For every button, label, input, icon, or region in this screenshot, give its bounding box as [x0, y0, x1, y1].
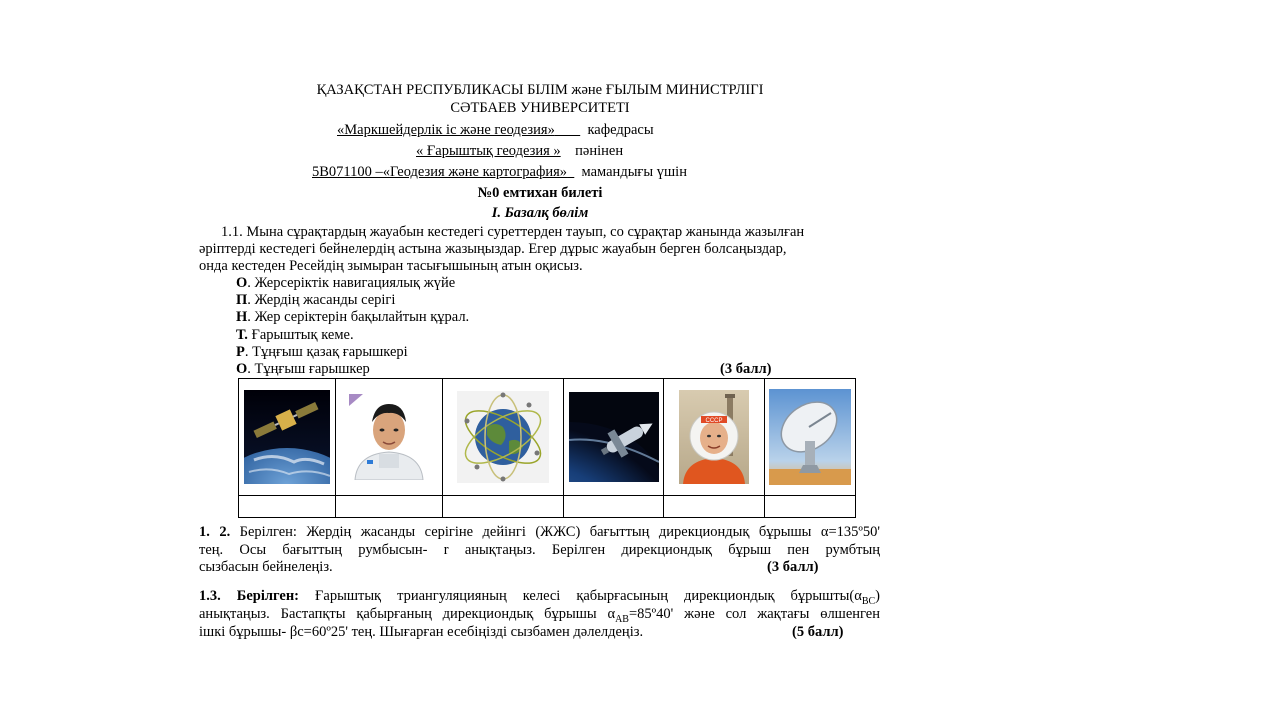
specialty-suffix: мамандығы үшін	[581, 164, 687, 180]
image-cell	[336, 379, 443, 496]
ministry-title: ҚАЗАҚСТАН РЕСПУБЛИКАСЫ БІЛІМ және ҒЫЛЫМ МИНИСТРЛІГІ	[316, 82, 764, 98]
department-underline-gap	[555, 122, 580, 138]
q11-line-1: 1.1. Мына сұрақтардың жауабын кестедегі суреттерден тауып, со сұрақтар жанында жазылған	[221, 224, 805, 240]
university-title: СӘТБАЕВ УНИВЕРСИТЕТІ	[450, 100, 630, 116]
q12-number: 1. 2.	[199, 524, 231, 540]
gnss-constellation-globe	[457, 391, 549, 483]
image-cell	[664, 379, 765, 496]
item-letter: О	[236, 275, 248, 291]
q12-line-1	[199, 524, 880, 541]
image-row	[239, 379, 856, 496]
department-suffix: кафедрасы	[587, 122, 654, 138]
q13-sub-bc: BC	[861, 595, 876, 607]
q13-line-1	[199, 588, 880, 605]
section-title: I. Базалқ бөлім	[491, 205, 589, 221]
item-letter: Т.	[236, 327, 248, 343]
q13-line-3: ішкі бұрышы- βс=60º25' тең. Шығарған есебіңізді сызбамен дәлелдеңіз.	[199, 624, 644, 640]
course-line	[416, 143, 623, 160]
answer-cell	[336, 496, 443, 518]
q11-item-p-satellite	[236, 292, 395, 309]
q11-line-3: онда кестеден Ресейдің зымыран тасығышының атын оқисыз.	[199, 258, 583, 274]
q11-item-n-tracking	[236, 309, 469, 326]
q11-item-o-navigation	[236, 275, 455, 292]
q13-line-2-b: =85º40' және сол жақтағы өлшенген	[628, 606, 880, 622]
satellite-earth-image	[244, 390, 330, 484]
specialty-underline-gap	[567, 164, 574, 180]
ticket-title: №0 емтихан билеті	[477, 185, 603, 201]
q12-line-1-text: Берілген: Жердің жасанды серігіне дейінгі (ЖЖС) бағыттың дирекциондық бұрышы α=135º50'	[230, 524, 881, 540]
specialty-name: 5В071100 –«Геодезия және картография»	[312, 164, 568, 180]
item-letter: Н	[236, 309, 248, 325]
q13-points: (5 балл)	[792, 624, 844, 640]
item-text: . Жерсеріктік навигациялық жүйе	[247, 275, 456, 291]
item-text: Ғарыштық кеме.	[247, 327, 354, 343]
q11-item-r-kazakh-astronaut	[236, 344, 408, 361]
q11-item-t-spaceship	[236, 327, 354, 344]
item-text: . Тұңғыш қазақ ғарышкері	[244, 344, 408, 360]
image-cell	[239, 379, 336, 496]
q11-points: (3 балл)	[720, 361, 772, 377]
q13-line-1-text: Ғарыштық триангуляцияның келесі қабырғасының дирекциондық бұрышты(α	[299, 588, 862, 604]
item-letter: Р	[236, 344, 245, 360]
picture-answer-table	[238, 378, 856, 518]
course-suffix: пәнінен	[575, 143, 624, 159]
answer-cell	[765, 496, 856, 518]
q12-points: (3 балл)	[767, 559, 819, 575]
answer-cell	[664, 496, 765, 518]
department-name: «Маркшейдерлік іс және геодезия»	[337, 122, 555, 138]
q11-item-o-first-cosmonaut	[236, 361, 370, 378]
q12-line-3: сызбасын бейнелеңіз.	[199, 559, 333, 575]
item-text: . Жер серіктерін бақылайтын құрал.	[247, 309, 470, 325]
q11-line-2: әріптерді кестедегі бейнелердің астына жазыңыздар. Егер дұрыс жауабын берген болсаңыздар,	[199, 241, 787, 257]
item-text: . Жердің жасанды серігі	[247, 292, 396, 308]
image-cell	[564, 379, 664, 496]
image-cell	[443, 379, 564, 496]
item-text: . Тұңғыш ғарышкер	[247, 361, 370, 377]
item-letter: О	[236, 361, 248, 377]
course-name: « Ғарыштық геодезия »	[416, 143, 561, 159]
department-line	[337, 122, 654, 139]
q12-line-2: тең. Осы бағыттың румбысын- r анықтаңыз. Берілген дирекциондық бұрыш пен румбтың	[199, 542, 880, 558]
satellite-dish-antenna	[769, 389, 851, 485]
specialty-line	[312, 164, 687, 181]
answer-cell	[443, 496, 564, 518]
q13-sub-ab: AB	[615, 613, 629, 625]
answer-cell	[239, 496, 336, 518]
kazakh-astronaut-portrait	[349, 394, 429, 480]
answer-cell	[564, 496, 664, 518]
q13-line-2	[199, 606, 880, 623]
q13-line-2-a: анықтаңыз. Бастапқты қабырғаның дирекциондық бұрышы α	[199, 606, 616, 622]
q13-line-1-end: )	[875, 588, 881, 604]
answer-row	[239, 496, 856, 518]
helmet-lettering: СССР	[705, 418, 723, 424]
spaceship-in-orbit-image	[569, 392, 659, 482]
item-letter: П	[236, 292, 248, 308]
first-cosmonaut-portrait	[679, 390, 749, 484]
image-cell	[765, 379, 856, 496]
q13-label: 1.3. Берілген:	[199, 588, 300, 604]
